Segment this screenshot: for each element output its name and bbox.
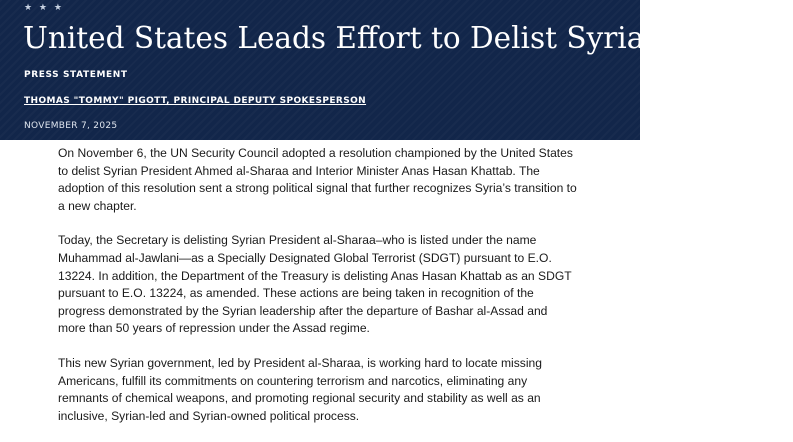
- article-paragraph: This new Syrian government, led by President al-Sharaa, is working hard to locate missing Americans, fulfill its commitments on countering terrorism and narcotics, eliminating any remnants of chemical weapons, and promoting regional security and stability as well as an inclusive, Syrian-led and Syrian-owned political process.: [58, 355, 542, 423]
- publication-date: NOVEMBER 7, 2025: [24, 121, 118, 131]
- page-title: United States Leads Effort to Delist Syrian Leaders: [23, 21, 793, 55]
- stars-icon: ★ ★ ★: [24, 3, 64, 13]
- article-paragraph: Today, the Secretary is delisting Syrian President al-Sharaa–who is listed under the name Muhammad al-Jawlani—as a Specially Designated Global Terrorist (SDGT) pursuant to E.O. 13224. In addition, the Department of the Treasury is delisting Anas Hasan Khattab as an SDGT pursuant to E.O. 13224, as amended. These actions are being taken in recognition of the progress demonstrated by the Syrian leadership after the departure of Bashar al-Assad and more than 50 years of repression under the Assad regime.: [58, 233, 572, 336]
- article-paragraph: On November 6, the UN Security Council adopted a resolution championed by the United States to delist Syrian President Ahmed al-Sharaa and Interior Minister Anas Hasan Khattab. The adoption of this resolution sent a strong political signal that further recognizes Syria’s transition to a new chapter.: [58, 146, 577, 213]
- press-statement-label: PRESS STATEMENT: [24, 70, 128, 80]
- spokesperson-link[interactable]: THOMAS "TOMMY" PIGOTT, PRINCIPAL DEPUTY SPOKESPERSON: [24, 96, 367, 106]
- article-body: [58, 145, 578, 442]
- page-header: [0, 0, 793, 140]
